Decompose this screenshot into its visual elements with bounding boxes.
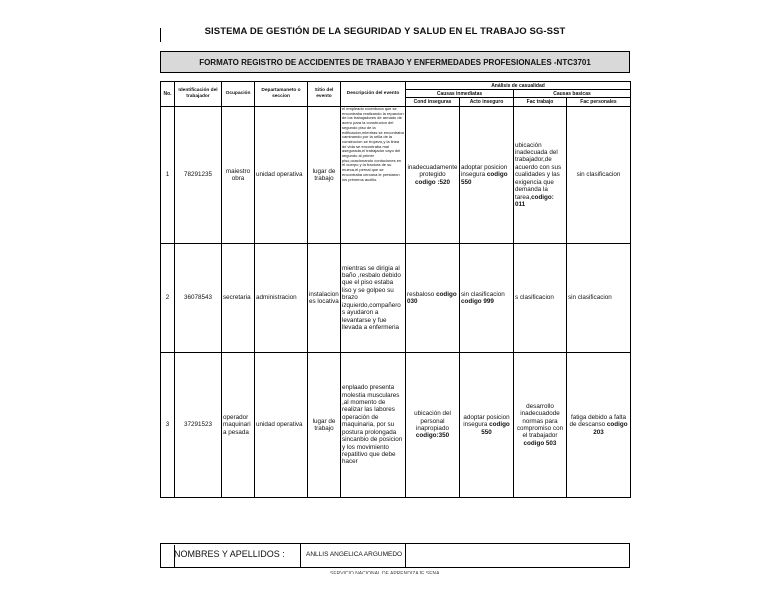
- cell-fac-trabajo: s clasificacion: [514, 244, 567, 353]
- header-id: Identificación del trabajador: [175, 82, 222, 107]
- fac-personales-code: codigo: [606, 421, 628, 429]
- footer-name-value: ANLLIS ANGELICA ARGUMEDO: [306, 551, 403, 558]
- cell-fac-trabajo: [514, 107, 567, 244]
- document-title: SISTEMA DE GESTIÓN DE LA SEGURIDAD Y SALUD EN EL TRABAJO SG-SST: [204, 26, 566, 37]
- cond-text: inadecuadamente protegido: [407, 163, 458, 179]
- cell-cond-inseguras: [406, 107, 460, 244]
- header-causas-basicas: Causas basicas: [514, 90, 631, 98]
- cell-descripcion: el empleado rocenboca que se encontraba realizando la reparcion de los trabajadores de armado de acero para la construcion del segundo piso de la edificacion,mientras se encontraba caminando por la orilla de la construcion se tropezo,y la linea de vida se encontraba mal asegurada,el trabajador cayo del segundo al primer piso,ocacionando contuciones en el cuerpo y la fractura de su mueca,el pernal que se encontraba cercana le prestaron los primeros auxilio.: [341, 107, 406, 244]
- header-descripcion: Descripción del evento: [341, 82, 406, 107]
- table-row: [161, 107, 631, 244]
- cell-cond-inseguras: [406, 353, 460, 498]
- cell-fac-personales: [567, 353, 631, 498]
- cell-no: 3: [161, 353, 175, 498]
- cell-sitio: lugar de trabajo: [308, 107, 341, 244]
- fac-trabajo-code: codigo: 011: [515, 193, 554, 208]
- cell-ocupacion: operador maquinari a pesada: [222, 353, 255, 498]
- acto-text: adoptar posicion insegura: [461, 163, 508, 179]
- cell-id: 78291235: [175, 107, 222, 244]
- acto-code-number: 550: [481, 428, 492, 436]
- cell-cond-inseguras: [406, 244, 460, 353]
- cell-sitio: instalacion es locativa: [308, 244, 341, 353]
- cell-no: 1: [161, 107, 175, 244]
- header-analisis: Análisis de casualidad: [406, 82, 631, 90]
- acto-text: adoptar posicion insegura: [463, 413, 510, 429]
- fac-personales-code-number: 203: [593, 428, 604, 436]
- cond-text: ubicación del personal inapropiado: [414, 410, 451, 432]
- cell-acto-inseguro: [460, 244, 514, 353]
- fac-trabajo-text: ubicación inadecuada del trabajador,de acuerdo con sus cualidades y las exigencia que demanda la tarea,: [515, 141, 562, 201]
- cell-fac-personales: sin clasificacion: [567, 107, 631, 244]
- accident-register-table: [160, 81, 631, 498]
- cell-acto-inseguro: [460, 353, 514, 498]
- cell-descripcion: mientras se dirigia al baño ,resbalo debido que el piso estaba liso y se golpeo su brazo izquierdo,compañero s ayudaron a levantarse y fue llevada a enfermeria: [341, 244, 406, 353]
- footer-divider: [405, 543, 406, 568]
- cell-departamento: unidad operativa: [255, 353, 308, 498]
- header-fac-personales: Fac personales: [567, 98, 631, 107]
- cell-descripcion: enplaado presenta molestia musculares ,al momento de realizar las labores operación de maquinaria, por su postura prolongada sincanbio de posicion y los movimiento repatitivo que debe hacer: [341, 353, 406, 498]
- cond-code: codigo :520: [415, 178, 450, 186]
- footer-cutoff-text: SERVICIO NACIONAL DE APRENDIZAJE SENA: [330, 571, 440, 574]
- header-cond-inseguras: Cond inseguras: [406, 98, 460, 107]
- cond-code: codigo:350: [415, 432, 450, 440]
- cell-no: 2: [161, 244, 175, 353]
- header-sitio: Sitio del evento: [308, 82, 341, 107]
- fac-trabajo-text: desarrollo inadecuadode normas para compromiso con el trabajador: [516, 402, 564, 440]
- cell-id: 36078543: [175, 244, 222, 353]
- header-acto-inseguro: Acto inseguro: [460, 98, 514, 107]
- cell-id: 37291523: [175, 353, 222, 498]
- acto-code-number: 550: [461, 178, 472, 186]
- table-row: [161, 244, 631, 353]
- cell-sitio: lugar de trabajo: [308, 353, 341, 498]
- cond-code-number: 030: [407, 298, 418, 305]
- fac-trabajo-code: codigo 503: [523, 439, 557, 447]
- cond-code: codigo: [436, 290, 457, 298]
- form-subtitle: FORMATO REGISTRO DE ACCIDENTES DE TRABAJO Y ENFERMEDADES PROFESIONALES -NTC3701: [160, 51, 630, 73]
- acto-text: sin clasificacion: [461, 290, 505, 298]
- cell-departamento: administracion: [255, 244, 308, 353]
- cell-acto-inseguro: [460, 107, 514, 244]
- cell-ocupacion: maiestro obra: [222, 107, 255, 244]
- header-ocupacion: Ocupación: [222, 82, 255, 107]
- footer-divider: [300, 543, 301, 568]
- header-departamento: Departamaneto o seccion: [255, 82, 308, 107]
- cell-fac-trabajo: [514, 353, 567, 498]
- cond-text: resbaloso: [407, 290, 435, 298]
- fac-personales-text: fatiga debido a falta de descanso: [569, 413, 626, 429]
- header-fac-trabajo: Fac trabajo: [514, 98, 567, 107]
- header-no: No.: [161, 82, 175, 107]
- acto-code: codigo: [486, 171, 508, 179]
- acto-code: codigo: [489, 421, 510, 429]
- header-causas-inmediatas: Causas inmediatas: [406, 90, 514, 98]
- table-row: [161, 353, 631, 498]
- cell-ocupacion: secretaria: [222, 244, 255, 353]
- cell-fac-personales: sin clasificacion: [567, 244, 631, 353]
- cell-departamento: unidad operativa: [255, 107, 308, 244]
- acto-code: codigo 999: [461, 298, 494, 305]
- footer-name-label: NOMBRES Y APELLIDOS :: [174, 549, 285, 559]
